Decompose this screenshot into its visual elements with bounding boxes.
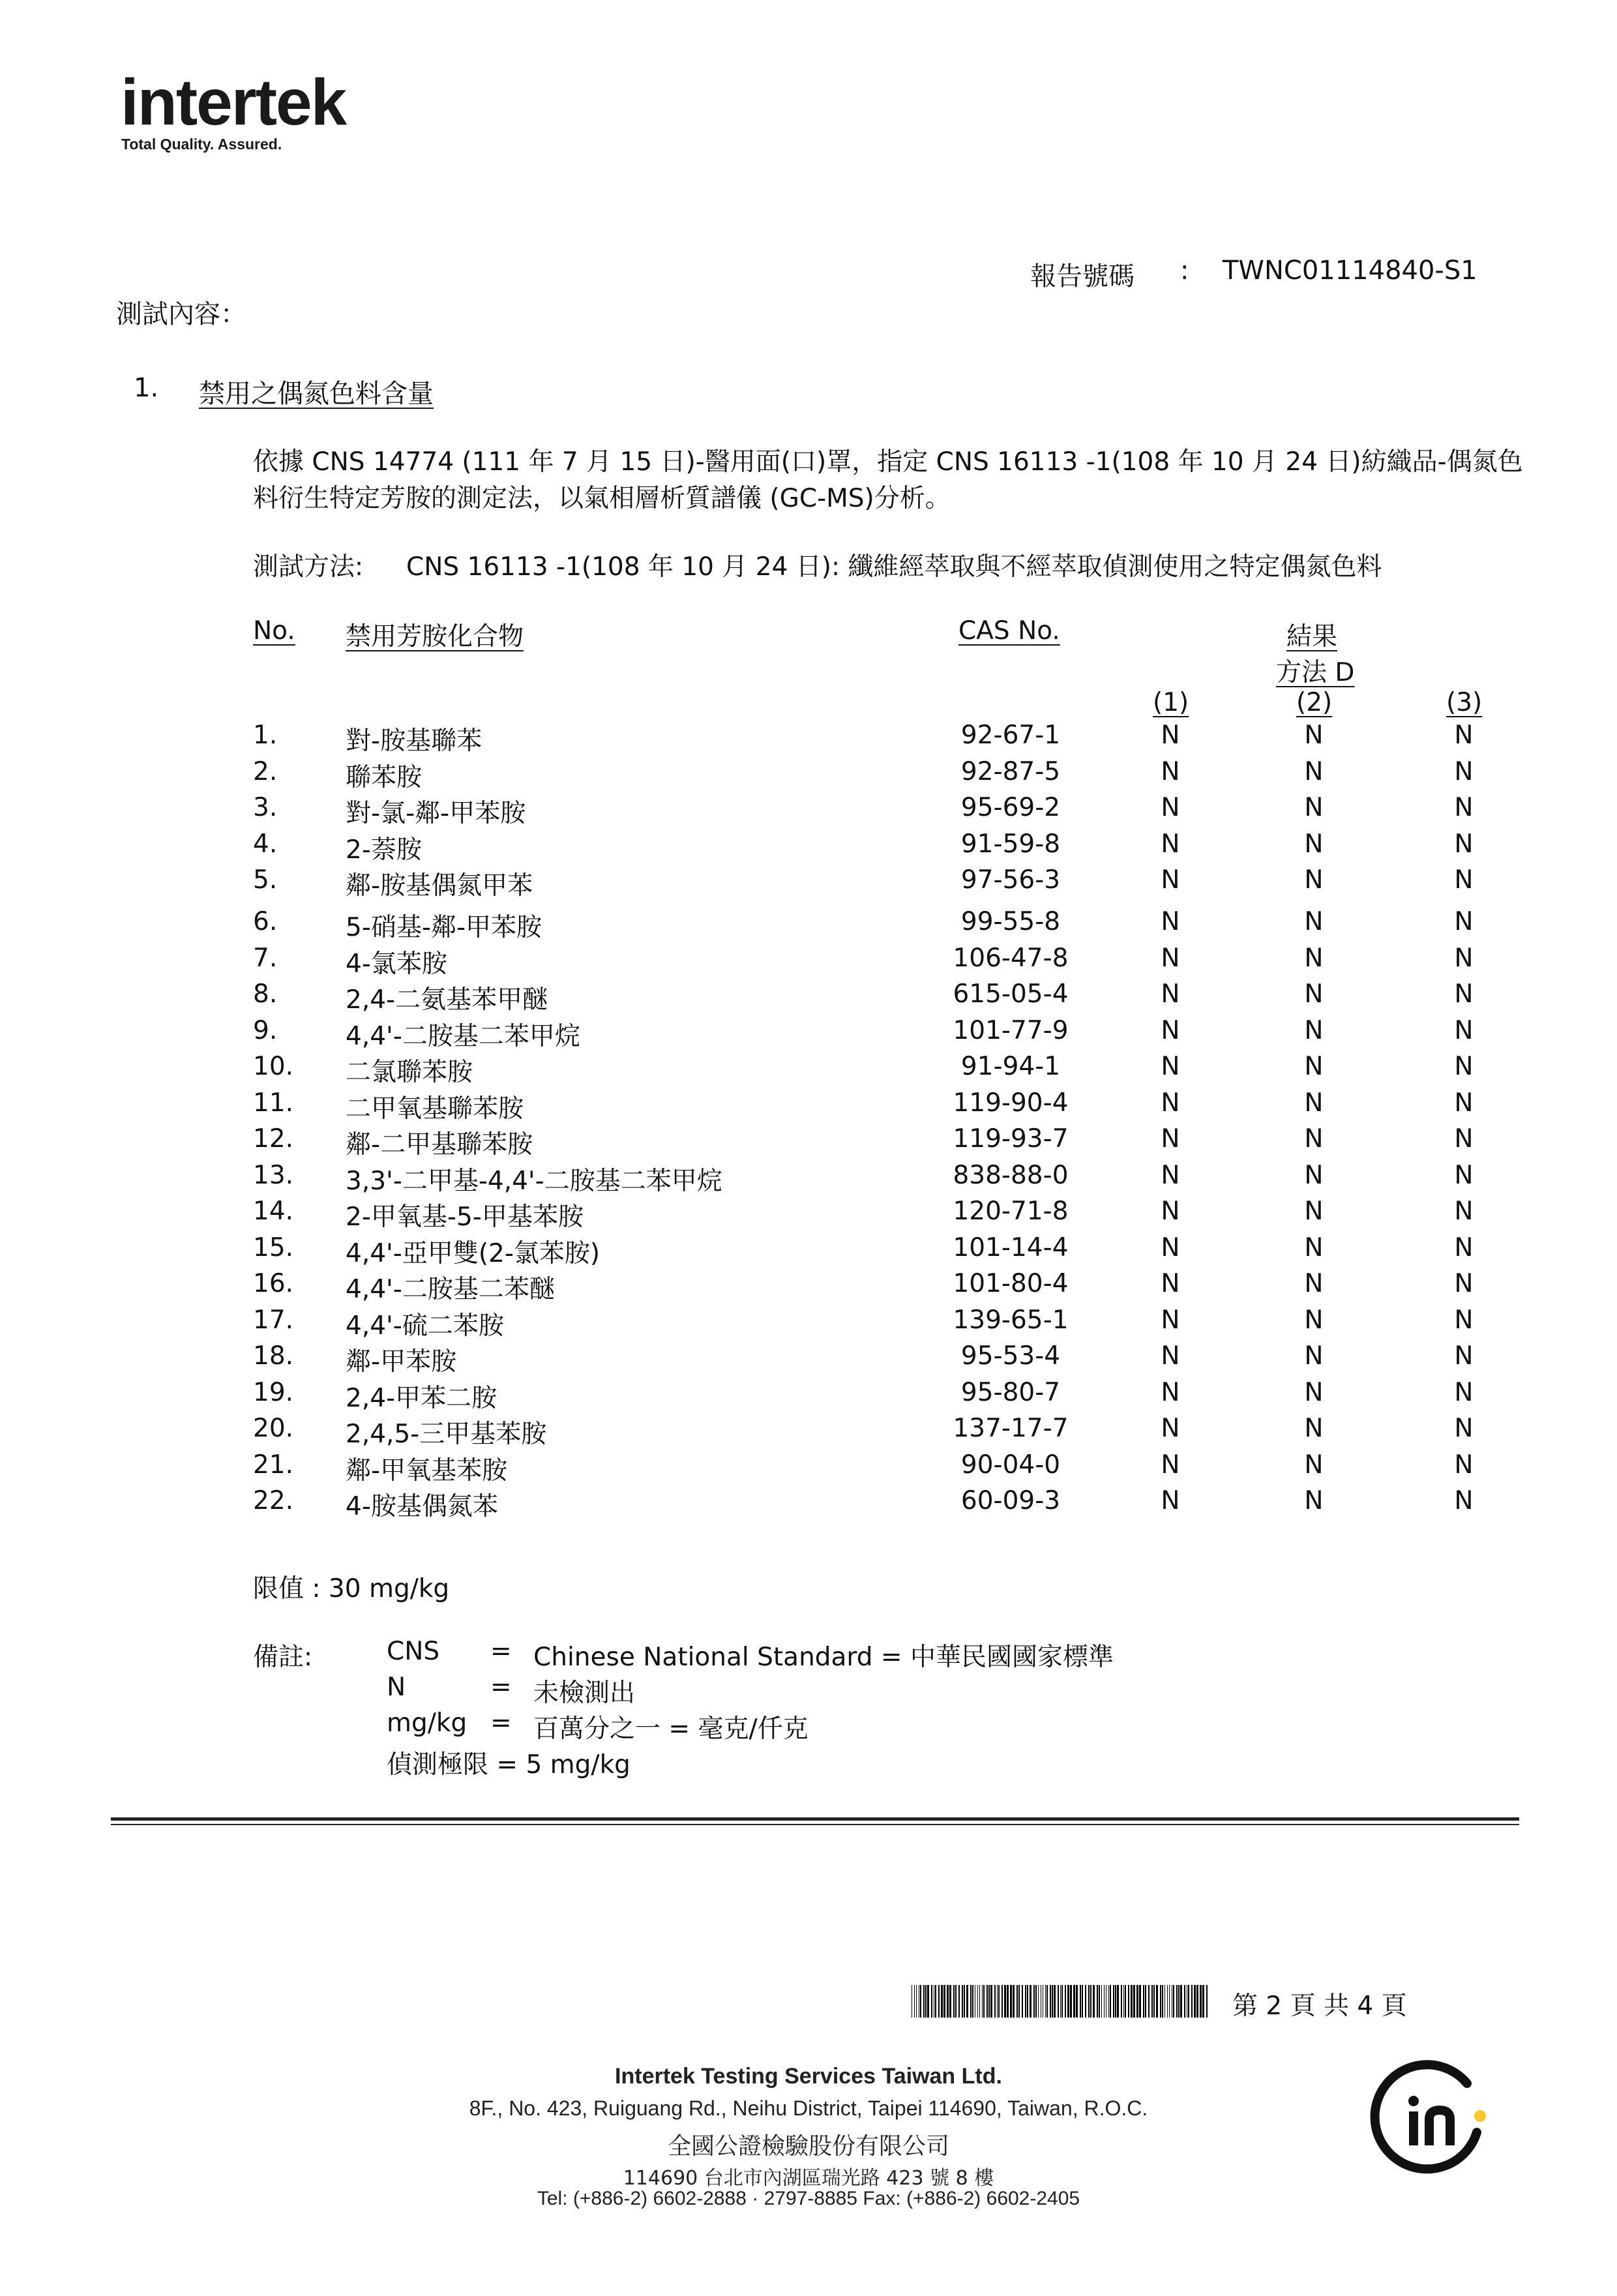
barcode-bar xyxy=(972,1985,973,2018)
barcode-bar xyxy=(1160,1985,1161,2018)
row-number: 5. xyxy=(253,865,278,895)
cas-number: 92-67-1 xyxy=(960,721,1061,750)
barcode-bar xyxy=(1153,1985,1155,2018)
barcode-bar xyxy=(1010,1985,1012,2018)
compound-name: 二甲氧基聯苯胺 xyxy=(346,1094,524,1124)
result-1: N xyxy=(1161,1305,1180,1335)
result-1: N xyxy=(1161,1015,1180,1045)
result-1: N xyxy=(1161,1269,1180,1298)
barcode-bar xyxy=(1013,1985,1015,2018)
compound-name: 2-甲氧基-5-甲基苯胺 xyxy=(346,1202,584,1232)
barcode-bar xyxy=(923,1985,925,2018)
compound-name: 聯苯胺 xyxy=(346,762,423,792)
barcode-bar xyxy=(1139,1985,1141,2018)
table-row xyxy=(0,793,1617,829)
compound-name: 4,4'-二胺基二苯醚 xyxy=(346,1275,555,1304)
row-number: 13. xyxy=(253,1160,294,1190)
table-row xyxy=(0,1486,1617,1523)
result-1: N xyxy=(1161,829,1180,859)
barcode-bar xyxy=(1176,1985,1178,2018)
cas-number: 91-59-8 xyxy=(960,829,1061,859)
barcode-bar xyxy=(1070,1985,1072,2018)
barcode-bar xyxy=(983,1985,985,2018)
cas-number: 90-04-0 xyxy=(960,1450,1061,1480)
barcode-bar xyxy=(1178,1985,1179,2018)
result-2: N xyxy=(1304,1232,1324,1262)
result-2: N xyxy=(1304,907,1324,936)
table-row xyxy=(0,1341,1617,1378)
barcode-bar xyxy=(1046,1985,1048,2018)
table-row xyxy=(0,1450,1617,1487)
note-definition: 未檢測出 xyxy=(533,1678,636,1708)
barcode-bar xyxy=(1202,1985,1204,2018)
barcode-bar xyxy=(949,1985,951,2018)
compound-name: 2,4-二氨基苯甲醚 xyxy=(346,985,548,1015)
barcode-bar xyxy=(1162,1985,1163,2018)
barcode-bar xyxy=(1033,1985,1035,2018)
barcode-bar xyxy=(1060,1985,1061,2018)
table-row xyxy=(0,1088,1617,1125)
row-number: 10. xyxy=(253,1052,294,1081)
barcode-bar xyxy=(1050,1985,1051,2018)
barcode-bar xyxy=(1097,1985,1098,2018)
result-3: N xyxy=(1454,1269,1474,1298)
table-row xyxy=(0,1269,1617,1305)
result-2: N xyxy=(1304,1305,1324,1335)
note-definition: 百萬分之一 = 毫克/仟克 xyxy=(533,1714,808,1744)
row-number: 17. xyxy=(253,1305,294,1335)
cas-number: 95-53-4 xyxy=(960,1341,1061,1371)
footer-company-en: Intertek Testing Services Taiwan Ltd. xyxy=(615,2064,1002,2089)
result-2: N xyxy=(1304,721,1324,750)
row-number: 22. xyxy=(253,1486,294,1515)
result-3: N xyxy=(1454,1341,1474,1371)
barcode-bar xyxy=(1133,1985,1135,2018)
barcode-bar xyxy=(1061,1985,1063,2018)
result-3: N xyxy=(1454,1197,1474,1226)
row-number: 18. xyxy=(253,1341,294,1371)
barcode-bar xyxy=(1016,1985,1018,2018)
cas-number: 615-05-4 xyxy=(953,979,1069,1009)
barcode-bar xyxy=(979,1985,980,2018)
barcode-bar xyxy=(1027,1985,1028,2018)
barcode-bar xyxy=(1188,1985,1189,2018)
barcode-bar xyxy=(1025,1985,1026,2018)
header-sub-2: (2) xyxy=(1296,688,1333,717)
row-number: 6. xyxy=(253,907,278,936)
cas-number: 137-17-7 xyxy=(953,1414,1069,1443)
result-3: N xyxy=(1454,1088,1474,1118)
barcode-bar xyxy=(962,1985,963,2018)
row-number: 20. xyxy=(253,1414,294,1443)
row-number: 3. xyxy=(253,793,278,822)
barcode-bar xyxy=(1018,1985,1020,2018)
row-number: 7. xyxy=(253,943,278,973)
result-3: N xyxy=(1454,1015,1474,1045)
header-sub-1: (1) xyxy=(1153,688,1189,717)
compound-name: 2-萘胺 xyxy=(346,835,422,865)
cas-number: 106-47-8 xyxy=(953,943,1069,973)
barcode-bar xyxy=(1052,1985,1053,2018)
compound-name: 4,4'-二胺基二苯甲烷 xyxy=(346,1021,580,1051)
table-row xyxy=(0,979,1617,1016)
cas-number: 120-71-8 xyxy=(953,1197,1069,1226)
barcode-bar xyxy=(1022,1985,1023,2018)
barcode-bar xyxy=(977,1985,978,2018)
result-1: N xyxy=(1161,1124,1180,1154)
result-1: N xyxy=(1161,1377,1180,1407)
result-3: N xyxy=(1454,1450,1474,1480)
report-number-label: 報告號碼 xyxy=(1030,261,1135,291)
barcode-bar xyxy=(1200,1985,1202,2018)
cas-number: 95-80-7 xyxy=(960,1377,1061,1407)
barcode-bar xyxy=(1099,1985,1100,2018)
row-number: 9. xyxy=(253,1015,278,1045)
barcode-bar xyxy=(1143,1985,1144,2018)
barcode-bar xyxy=(998,1985,1000,2018)
notes-label: 備註: xyxy=(253,1643,313,1672)
barcode-bar xyxy=(1110,1985,1111,2018)
row-number: 8. xyxy=(253,979,278,1009)
company-logo: intertek xyxy=(121,66,346,139)
barcode-bar xyxy=(1108,1985,1109,2018)
table-row xyxy=(0,1161,1617,1197)
cas-number: 91-94-1 xyxy=(960,1052,1061,1081)
header-no: No. xyxy=(253,616,295,646)
row-number: 21. xyxy=(253,1450,294,1480)
result-2: N xyxy=(1304,1269,1324,1298)
compound-name: 鄰-胺基偶氮甲苯 xyxy=(346,871,533,901)
result-1: N xyxy=(1161,1414,1180,1443)
compound-name: 鄰-二甲基聯苯胺 xyxy=(346,1130,533,1159)
cas-number: 99-55-8 xyxy=(960,907,1061,936)
header-cas: CAS No. xyxy=(958,616,1060,646)
barcode-bar xyxy=(1191,1985,1193,2018)
result-2: N xyxy=(1304,829,1324,859)
detection-limit: 偵測極限 = 5 mg/kg xyxy=(387,1750,630,1780)
table-row xyxy=(0,829,1617,866)
compound-name: 4,4'-亞甲雙(2-氯苯胺) xyxy=(346,1238,601,1268)
barcode-bar xyxy=(964,1985,965,2018)
result-1: N xyxy=(1161,756,1180,786)
result-3: N xyxy=(1454,907,1474,936)
row-number: 14. xyxy=(253,1197,294,1226)
barcode-bar xyxy=(1007,1985,1009,2018)
table-row xyxy=(0,1378,1617,1414)
result-1: N xyxy=(1161,721,1180,750)
table-row xyxy=(0,1124,1617,1161)
result-2: N xyxy=(1304,1450,1324,1480)
table-row xyxy=(0,1233,1617,1270)
cas-number: 139-65-1 xyxy=(953,1305,1069,1335)
barcode-bar xyxy=(966,1985,968,2018)
compound-name: 5-硝基-鄰-甲苯胺 xyxy=(346,913,542,942)
section-label: 測試內容： xyxy=(116,299,246,329)
result-2: N xyxy=(1304,865,1324,895)
compound-name: 4,4'-硫二苯胺 xyxy=(346,1311,504,1341)
barcode-bar xyxy=(997,1985,998,2018)
barcode-bar xyxy=(1194,1985,1196,2018)
barcode-bar xyxy=(1184,1985,1185,2018)
barcode-bar xyxy=(916,1985,917,2018)
barcode-bar xyxy=(987,1985,988,2018)
result-1: N xyxy=(1161,1486,1180,1515)
limit-value: 限值 : 30 mg/kg xyxy=(253,1574,450,1603)
note-equals: = xyxy=(490,1673,512,1702)
barcode-bar xyxy=(958,1985,960,2018)
barcode-bar xyxy=(1206,1985,1208,2018)
barcode-bar xyxy=(1121,1985,1122,2018)
result-3: N xyxy=(1454,1414,1474,1443)
note-term: mg/kg xyxy=(387,1708,467,1738)
footer-company-zh: 全國公證檢驗股份有限公司 xyxy=(667,2133,949,2160)
method-text: CNS 16113 -1(108 年 10 月 24 日): 纖維經萃取與不經萃取偵測使用之特定偶氮色料 xyxy=(406,552,1382,582)
result-2: N xyxy=(1304,1160,1324,1190)
note-equals: = xyxy=(490,1637,512,1666)
compound-name: 2,4-甲苯二胺 xyxy=(346,1383,497,1413)
result-2: N xyxy=(1304,1015,1324,1045)
barcode-bar xyxy=(955,1985,957,2018)
barcode-bar xyxy=(953,1985,955,2018)
table-row xyxy=(0,907,1617,944)
barcode-bar xyxy=(931,1985,932,2018)
barcode-bar xyxy=(1167,1985,1168,2018)
result-3: N xyxy=(1454,721,1474,750)
compound-name: 4-胺基偶氮苯 xyxy=(346,1492,498,1521)
result-3: N xyxy=(1454,979,1474,1009)
result-3: N xyxy=(1454,1486,1474,1515)
barcode-bar xyxy=(1148,1985,1150,2018)
row-number: 11. xyxy=(253,1088,294,1118)
barcode-bar xyxy=(1131,1985,1133,2018)
compound-name: 4-氯苯胺 xyxy=(346,949,447,979)
report-number-separator: : xyxy=(1180,256,1189,286)
result-1: N xyxy=(1161,1088,1180,1118)
result-1: N xyxy=(1161,907,1180,936)
compound-name: 鄰-甲苯胺 xyxy=(346,1347,457,1377)
barcode-bar xyxy=(1080,1985,1081,2018)
result-1: N xyxy=(1161,1197,1180,1226)
barcode-bar xyxy=(982,1985,983,2018)
result-3: N xyxy=(1454,1124,1474,1154)
cas-number: 101-77-9 xyxy=(953,1015,1069,1045)
result-2: N xyxy=(1304,793,1324,822)
row-number: 16. xyxy=(253,1269,294,1298)
barcode-bar xyxy=(1090,1985,1091,2018)
barcode-bar xyxy=(1093,1985,1095,2018)
section-title: 禁用之偶氮色料含量 xyxy=(199,379,434,409)
note-definition: Chinese National Standard = 中華民國國家標準 xyxy=(533,1643,1114,1672)
result-2: N xyxy=(1304,756,1324,786)
compound-name: 對-胺基聯苯 xyxy=(346,726,482,756)
method-label: 測試方法: xyxy=(253,552,364,582)
note-term: CNS xyxy=(387,1637,440,1666)
barcode-bar xyxy=(914,1985,915,2018)
cas-number: 95-69-2 xyxy=(960,793,1061,822)
barcode-bar xyxy=(1065,1985,1066,2018)
result-1: N xyxy=(1161,1341,1180,1371)
result-3: N xyxy=(1454,1160,1474,1190)
table-row xyxy=(0,1305,1617,1342)
result-3: N xyxy=(1454,829,1474,859)
table-row xyxy=(0,757,1617,794)
barcode-bar xyxy=(1088,1985,1090,2018)
footer-divider-thin xyxy=(111,1824,1519,1825)
barcode-bar xyxy=(1073,1985,1075,2018)
barcode-bar xyxy=(1085,1985,1086,2018)
barcode-bar xyxy=(990,1985,992,2018)
page-info: 第 2 頁 共 4 頁 xyxy=(1232,1991,1407,2021)
cas-number: 97-56-3 xyxy=(960,865,1061,895)
cas-number: 119-93-7 xyxy=(953,1124,1069,1154)
result-2: N xyxy=(1304,1124,1324,1154)
barcode-bar xyxy=(1151,1985,1153,2018)
barcode-bar xyxy=(941,1985,943,2018)
result-2: N xyxy=(1304,1088,1324,1118)
barcode-bar xyxy=(1145,1985,1146,2018)
barcode-bar xyxy=(1113,1985,1114,2018)
barcode-bar xyxy=(1117,1985,1119,2018)
result-3: N xyxy=(1454,1305,1474,1335)
barcode-bar xyxy=(1067,1985,1069,2018)
barcode-bar xyxy=(1001,1985,1003,2018)
result-2: N xyxy=(1304,979,1324,1009)
row-number: 15. xyxy=(253,1232,294,1262)
barcode-bar xyxy=(1115,1985,1116,2018)
result-1: N xyxy=(1161,793,1180,822)
compound-name: 2,4,5-三甲基苯胺 xyxy=(346,1420,547,1449)
barcode-bar xyxy=(1004,1985,1006,2018)
footer-contact: Tel: (+886-2) 6602-2888 · 2797-8885 Fax: (+886-2) 6602-2405 xyxy=(537,2188,1080,2209)
result-1: N xyxy=(1161,979,1180,1009)
header-sub-3: (3) xyxy=(1446,688,1483,717)
result-3: N xyxy=(1454,943,1474,973)
result-2: N xyxy=(1304,1377,1324,1407)
header-method: 方法 D xyxy=(1276,658,1355,687)
barcode-bar xyxy=(1038,1985,1039,2018)
row-number: 1. xyxy=(253,721,278,750)
footer-divider-thick xyxy=(111,1817,1519,1821)
header-result: 結果 xyxy=(1286,622,1338,651)
result-1: N xyxy=(1161,1160,1180,1190)
result-2: N xyxy=(1304,1414,1324,1443)
header-compound: 禁用芳胺化合物 xyxy=(346,622,524,651)
result-2: N xyxy=(1304,1486,1324,1515)
section-number: 1. xyxy=(134,373,159,403)
result-1: N xyxy=(1161,865,1180,895)
result-2: N xyxy=(1304,1197,1324,1226)
barcode-bar xyxy=(1136,1985,1138,2018)
barcode-bar xyxy=(1169,1985,1170,2018)
intro-line-2: 料衍生特定芳胺的測定法，以氣相層析質譜儀 (GC-MS)分析。 xyxy=(253,484,951,513)
compound-name: 對-氯-鄰-甲苯胺 xyxy=(346,799,526,828)
barcode-bar xyxy=(1104,1985,1105,2018)
barcode-bar xyxy=(1035,1985,1037,2018)
cas-number: 92-87-5 xyxy=(960,756,1061,786)
barcode-bar xyxy=(1123,1985,1124,2018)
result-3: N xyxy=(1454,1232,1474,1262)
barcode-bar xyxy=(994,1985,996,2018)
barcode-bar xyxy=(1196,1985,1198,2018)
row-number: 19. xyxy=(253,1377,294,1407)
barcode-bar xyxy=(920,1985,921,2018)
intertek-circle-logo xyxy=(1369,2054,1493,2178)
barcode-bar xyxy=(935,1985,936,2018)
barcode-bar xyxy=(1125,1985,1126,2018)
cas-number: 119-90-4 xyxy=(953,1088,1069,1118)
barcode-bar xyxy=(1058,1985,1059,2018)
barcode-bar xyxy=(970,1985,972,2018)
note-term: N xyxy=(387,1673,406,1702)
cas-number: 838-88-0 xyxy=(953,1160,1069,1190)
barcode-bar xyxy=(1076,1985,1078,2018)
result-2: N xyxy=(1304,943,1324,973)
result-3: N xyxy=(1454,793,1474,822)
barcode xyxy=(912,1985,1211,2018)
barcode-bar xyxy=(925,1985,927,2018)
barcode-bar xyxy=(1030,1985,1031,2018)
table-row xyxy=(0,1016,1617,1052)
table-row xyxy=(0,1052,1617,1088)
cas-number: 101-14-4 xyxy=(953,1232,1069,1262)
intro-line-1: 依據 CNS 14774 (111 年 7 月 15 日)-醫用面(口)罩，指定 CNS 16113 -1(108 年 10 月 24 日)紡織品-偶氮色 xyxy=(253,447,1523,477)
footer-address-zh: 114690 台北市內湖區瑞光路 423 號 8 樓 xyxy=(623,2167,994,2190)
table-row xyxy=(0,1414,1617,1450)
table-row xyxy=(0,1197,1617,1233)
barcode-bar xyxy=(1101,1985,1102,2018)
result-1: N xyxy=(1161,1232,1180,1262)
compound-name: 鄰-甲氧基苯胺 xyxy=(346,1455,508,1485)
report-number: TWNC01114840-S1 xyxy=(1223,256,1477,286)
result-1: N xyxy=(1161,1052,1180,1081)
result-2: N xyxy=(1304,1052,1324,1081)
footer-address-en: 8F., No. 423, Ruiguang Rd., Neihu District, Taipei 114690, Taiwan, R.O.C. xyxy=(469,2096,1148,2120)
cas-number: 101-80-4 xyxy=(953,1269,1069,1298)
result-3: N xyxy=(1454,1377,1474,1407)
result-1: N xyxy=(1161,943,1180,973)
compound-name: 3,3'-二甲基-4,4'-二胺基二苯甲烷 xyxy=(346,1166,722,1196)
barcode-bar xyxy=(1082,1985,1083,2018)
barcode-bar xyxy=(1054,1985,1056,2018)
table-row xyxy=(0,721,1617,757)
cas-number: 60-09-3 xyxy=(960,1486,1061,1515)
barcode-bar xyxy=(1128,1985,1129,2018)
row-number: 12. xyxy=(253,1124,294,1154)
barcode-bar xyxy=(1173,1985,1174,2018)
barcode-bar xyxy=(927,1985,929,2018)
logo-tagline: Total Quality. Assured. xyxy=(121,136,282,153)
table-row xyxy=(0,865,1617,902)
compound-name: 二氯聯苯胺 xyxy=(346,1058,473,1087)
row-number: 2. xyxy=(253,756,278,786)
result-3: N xyxy=(1454,756,1474,786)
barcode-bar xyxy=(938,1985,940,2018)
barcode-bar xyxy=(947,1985,949,2018)
result-2: N xyxy=(1304,1341,1324,1371)
barcode-bar xyxy=(1156,1985,1158,2018)
result-3: N xyxy=(1454,865,1474,895)
row-number: 4. xyxy=(253,829,278,859)
barcode-bar xyxy=(1045,1985,1046,2018)
barcode-bar xyxy=(1180,1985,1182,2018)
barcode-bar xyxy=(988,1985,990,2018)
note-equals: = xyxy=(490,1708,512,1738)
result-3: N xyxy=(1454,1052,1474,1081)
barcode-bar xyxy=(943,1985,945,2018)
table-row xyxy=(0,944,1617,980)
result-1: N xyxy=(1161,1450,1180,1480)
